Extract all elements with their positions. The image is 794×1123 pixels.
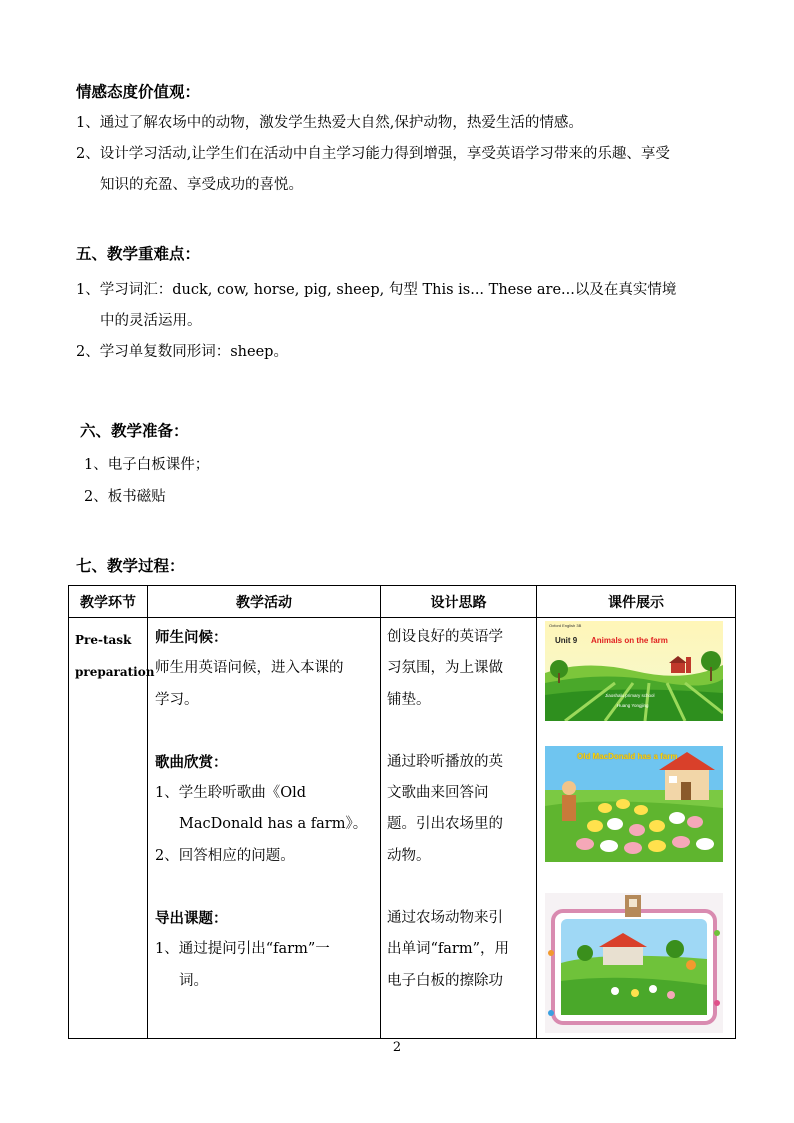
design-b-line-4: 动物。 xyxy=(387,847,431,864)
song-line-3: 2、回答相应的问题。 xyxy=(155,847,295,864)
design-a-line-3: 铺垫。 xyxy=(387,691,431,708)
topic-title: 导出课题： xyxy=(155,910,228,928)
slide-farm-frame xyxy=(545,893,723,1033)
attitude-item-2-line-2: 知识的充盈、享受成功的喜悦。 xyxy=(100,177,303,193)
slide1-top-label: Oxford English 3B xyxy=(549,623,582,628)
song-cartoon-image xyxy=(545,746,723,862)
slide1-teacher: Huang Yongjing xyxy=(617,703,649,708)
song-line-2: MacDonald has a farm》。 xyxy=(179,816,368,833)
activity-cell xyxy=(148,618,381,1039)
page-number: 2 xyxy=(392,1040,402,1055)
key-points-item-2: 2、学习单复数同形词：sheep。 xyxy=(76,344,288,360)
design-c-line-3: 电子白板的擦除功 xyxy=(387,972,503,989)
greeting-title: 师生问候： xyxy=(155,629,228,646)
preparation-item-1: 1、电子白板课件； xyxy=(84,457,210,473)
attitude-heading: 情感态度价值观： xyxy=(76,82,201,101)
song-title: 歌曲欣赏： xyxy=(155,753,228,771)
design-b-line-3: 题。引出农场里的 xyxy=(387,816,503,833)
teaching-process-table xyxy=(68,585,736,1039)
attitude-item-1: 1、通过了解农场中的动物，激发学生热爱大自然,保护动物，热爱生活的情感。 xyxy=(76,115,583,131)
design-b-line-1: 通过聆听播放的英 xyxy=(387,753,503,770)
framed-farm-image xyxy=(545,893,723,1033)
slide1-title: Animals on the farm xyxy=(591,636,668,645)
stage-cell xyxy=(69,618,155,1039)
design-c-line-1: 通过农场动物来引 xyxy=(387,910,503,927)
design-cell xyxy=(381,618,537,1039)
topic-line-1: 1、通过提问引出“farm”一 xyxy=(155,941,330,958)
attitude-item-2-line-1: 2、设计学习活动,让学生们在活动中自主学习能力得到增强，享受英语学习带来的乐趣、享受 xyxy=(76,146,670,162)
key-points-heading: 五、教学重难点： xyxy=(76,244,201,263)
slide-farm-title xyxy=(545,621,723,721)
slides-cell xyxy=(537,618,736,1039)
process-heading: 七、教学过程： xyxy=(76,556,185,575)
header-stage: 教学环节 xyxy=(69,586,148,618)
slide1-unit-label: Unit 9 xyxy=(555,636,578,645)
header-slides: 课件展示 xyxy=(537,586,736,618)
greeting-line-1: 师生用英语问候，进入本课的 xyxy=(155,660,344,677)
header-design: 设计思路 xyxy=(381,586,537,618)
preparation-item-2: 2、板书磁贴 xyxy=(84,489,166,505)
stage-label-line-1: Pre-task xyxy=(75,633,132,647)
topic-line-2: 词。 xyxy=(179,972,208,989)
slide2-title: Old MacDonald has a farm xyxy=(577,752,678,761)
header-activity: 教学活动 xyxy=(148,586,381,618)
key-points-item-1-line-1: 1、学习词汇：duck, cow, horse, pig, sheep, 句型 This is... These are...以及在真实情境 xyxy=(76,282,677,298)
design-b-line-2: 文歌曲来回答问 xyxy=(387,785,489,802)
slide-song xyxy=(545,746,723,862)
design-a-line-2: 习氛围，为上课做 xyxy=(387,660,503,677)
design-a-line-1: 创设良好的英语学 xyxy=(387,629,503,645)
preparation-heading: 六、教学准备： xyxy=(80,421,189,440)
slide1-school: Jiaoshalu primary school xyxy=(605,693,655,698)
song-line-1: 1、学生聆听歌曲《Old xyxy=(155,785,307,802)
greeting-line-2: 学习。 xyxy=(155,691,199,708)
key-points-item-1-line-2: 中的灵活运用。 xyxy=(100,313,202,329)
stage-label-line-2: preparation xyxy=(75,665,155,679)
design-c-line-2: 出单词“farm”，用 xyxy=(387,941,510,958)
